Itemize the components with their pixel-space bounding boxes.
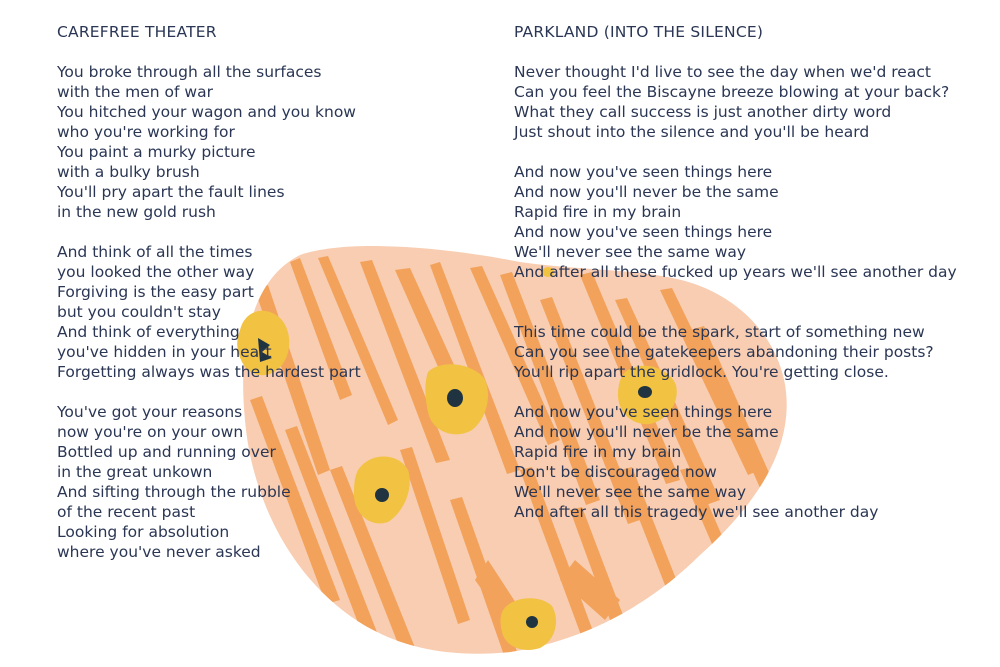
stanza-2 bbox=[514, 162, 984, 282]
stanza-2 bbox=[57, 242, 477, 382]
lyric-line: What they call success is just another dirty word bbox=[514, 103, 892, 121]
lyric-line: Rapid fire in my brain bbox=[514, 443, 682, 461]
stanza-3 bbox=[57, 402, 477, 562]
lyric-line: And think of all the times bbox=[57, 243, 253, 261]
lyric-line: in the new gold rush bbox=[57, 203, 216, 221]
lyric-line: We'll never see the same way bbox=[514, 243, 747, 261]
lyric-line: And now you've seen things here bbox=[514, 223, 773, 241]
lyric-line: And now you'll never be the same bbox=[514, 423, 779, 441]
lyric-line: You've got your reasons bbox=[57, 403, 243, 421]
lyric-line: Forgetting always was the hardest part bbox=[57, 363, 361, 381]
lyric-line: where you've never asked bbox=[57, 543, 261, 561]
lyric-line: in the great unkown bbox=[57, 463, 213, 481]
lyric-line: And now you'll never be the same bbox=[514, 183, 779, 201]
lyric-line: You broke through all the surfaces bbox=[57, 63, 322, 81]
lyric-line: Don't be discouraged now bbox=[514, 463, 717, 481]
lyric-line: Rapid fire in my brain bbox=[514, 203, 682, 221]
lyric-line: And after all these fucked up years we'll see another day bbox=[514, 263, 957, 281]
lyric-line: Bottled up and running over bbox=[57, 443, 276, 461]
lyric-line: Looking for absolution bbox=[57, 523, 230, 541]
stanza-3 bbox=[514, 322, 984, 382]
lyric-line: And now you've seen things here bbox=[514, 163, 773, 181]
lyric-line: now you're on your own bbox=[57, 423, 244, 441]
poem-parkland bbox=[514, 22, 984, 542]
lyric-line: We'll never see the same way bbox=[514, 483, 747, 501]
stanza-1 bbox=[514, 62, 984, 142]
lyric-line: who you're working for bbox=[57, 123, 235, 141]
lyric-line: Forgiving is the easy part bbox=[57, 283, 254, 301]
lyric-line: Can you feel the Biscayne breeze blowing at your back? bbox=[514, 83, 950, 101]
lyric-line: And think of everything bbox=[57, 323, 240, 341]
lyric-line: with a bulky brush bbox=[57, 163, 200, 181]
lyric-line: And after all this tragedy we'll see another day bbox=[514, 503, 879, 521]
lyric-line: Can you see the gatekeepers abandoning their posts? bbox=[514, 343, 934, 361]
lyric-line: And now you've seen things here bbox=[514, 403, 773, 421]
stanza-4 bbox=[514, 402, 984, 522]
lyric-line: you looked the other way bbox=[57, 263, 255, 281]
lyric-line: but you couldn't stay bbox=[57, 303, 221, 321]
lyric-line: of the recent past bbox=[57, 503, 196, 521]
flower-5 bbox=[501, 598, 557, 650]
poem-title: CAREFREE THEATER bbox=[57, 23, 217, 41]
lyric-line: You'll pry apart the fault lines bbox=[57, 183, 285, 201]
lyric-line: Never thought I'd live to see the day when we'd react bbox=[514, 63, 931, 81]
lyric-line: You'll rip apart the gridlock. You're getting close. bbox=[514, 363, 889, 381]
poem-title: PARKLAND (INTO THE SILENCE) bbox=[514, 23, 764, 41]
lyric-line: with the men of war bbox=[57, 83, 213, 101]
lyric-line: Just shout into the silence and you'll be heard bbox=[514, 123, 870, 141]
lyric-line: You paint a murky picture bbox=[57, 143, 256, 161]
stanza-1 bbox=[57, 62, 477, 222]
lyric-line: You hitched your wagon and you know bbox=[57, 103, 356, 121]
lyric-line: And sifting through the rubble bbox=[57, 483, 291, 501]
lyric-line: This time could be the spark, start of something new bbox=[514, 323, 925, 341]
poem-carefree-theater bbox=[57, 22, 477, 582]
lyric-line: you've hidden in your heart bbox=[57, 343, 272, 361]
